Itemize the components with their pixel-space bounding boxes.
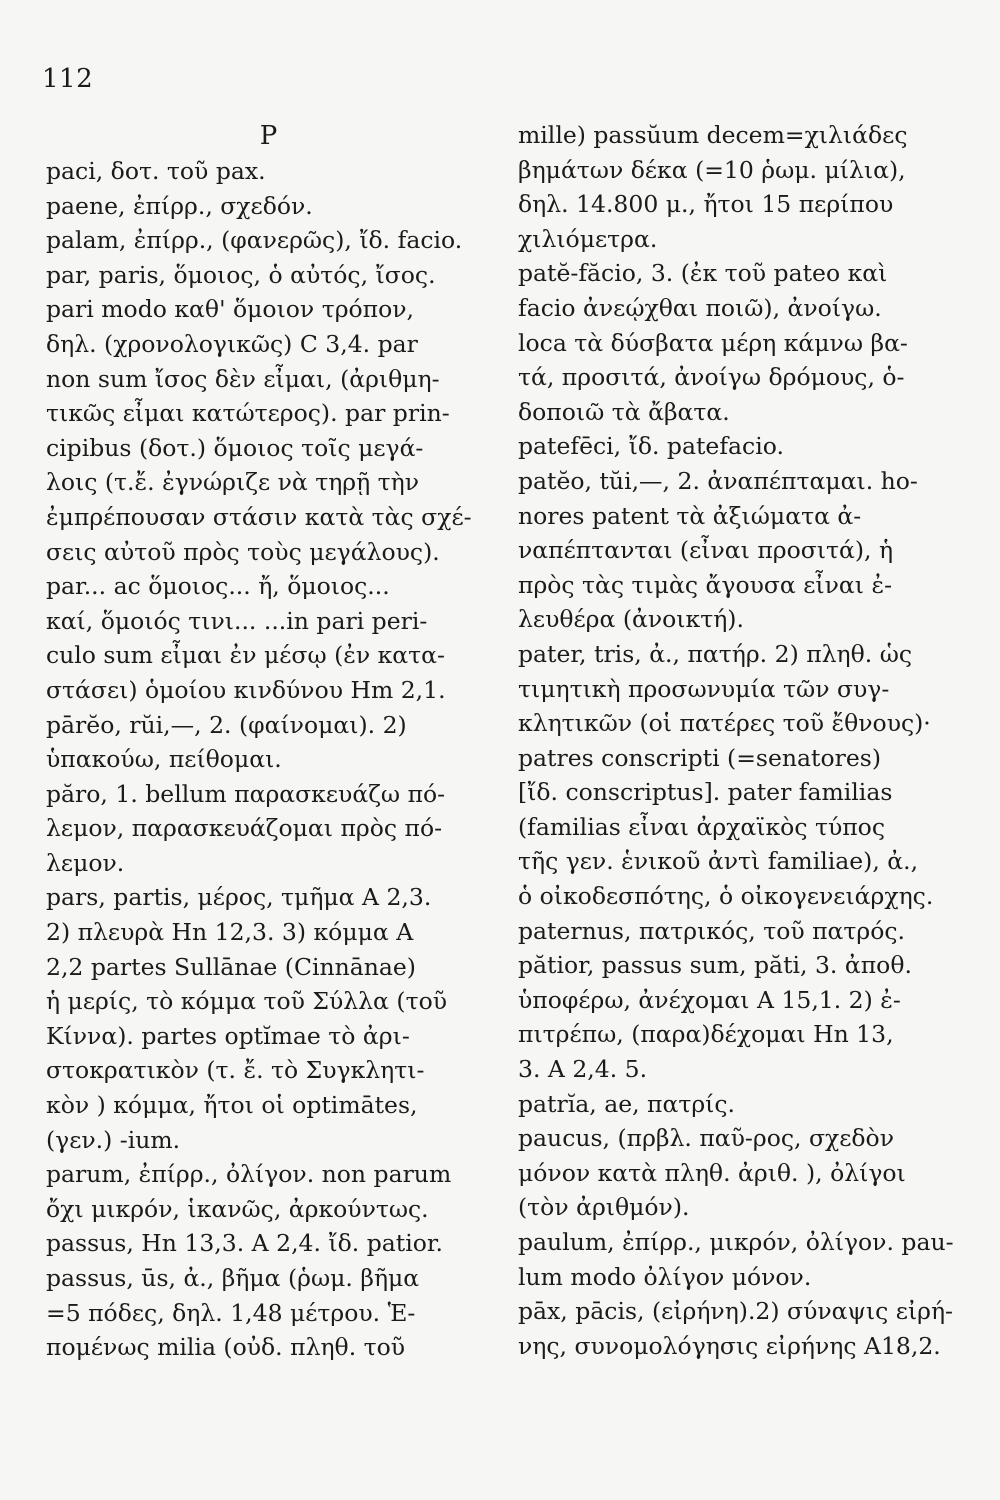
text-line: parum, ἐπίρρ., ὀλίγον. non parum bbox=[46, 1160, 452, 1189]
left-column bbox=[46, 118, 491, 1365]
text-line: patĕo, tŭi,—, 2. ἀναπέπταμαι. ho- bbox=[518, 466, 918, 495]
text-line: pārĕo, rŭi,—, 2. (φαίνομαι). 2) bbox=[46, 710, 407, 739]
text-line: κὸν ) κόμμα, ἤτοι οἱ optimātes, bbox=[46, 1091, 418, 1120]
text-line: patres conscripti (=senatores) bbox=[518, 743, 881, 772]
text-line: paulum, ἐπίρρ., μικρόν, ὀλίγον. pau- bbox=[518, 1228, 954, 1256]
text-line: (familias εἶναι ἀρχαϊκὸς τύπος bbox=[518, 812, 885, 841]
text-line: κλητικῶν (οἱ πατέρες τοῦ ἔθνους)· bbox=[518, 709, 931, 738]
text-line: cipibus (δοτ.) ὅμοιος τοῖς μεγά- bbox=[46, 433, 424, 462]
text-line: patefēci, ἴδ. patefacio. bbox=[518, 432, 784, 461]
text-line: mille) passŭum decem=χιλιάδες bbox=[518, 121, 908, 149]
text-line: facio ἀνεῴχθαι ποιῶ), ἀνοίγω. bbox=[518, 293, 882, 322]
text-line: 3. A 2,4. 5. bbox=[518, 1055, 648, 1084]
text-line: pătior, passus sum, păti, 3. ἀποθ. bbox=[518, 951, 912, 980]
text-line: 2,2 partes Sullānae (Cinnānae) bbox=[46, 952, 416, 981]
text-line: palam, ἐπίρρ., (φανερῶς), ἴδ. facio. bbox=[46, 226, 463, 255]
letter-heading: P bbox=[259, 121, 278, 151]
text-line: pars, partis, μέρος, τμῆμα A 2,3. bbox=[46, 883, 432, 912]
text-line: patrĭa, ae, πατρίς. bbox=[518, 1089, 736, 1118]
text-line: δηλ. 14.800 μ., ἤτοι 15 περίπου bbox=[518, 190, 894, 219]
text-line: Κίννα). partes optĭmae τὸ ἀρι- bbox=[46, 1021, 410, 1050]
text-line: καί, ὅμοιός τινι... ...in pari peri- bbox=[46, 606, 428, 635]
text-line: τικῶς εἶμαι κατώτερος). par prin- bbox=[46, 399, 450, 428]
text-line: πιτρέπω, (παρα)δέχομαι Hn 13, bbox=[518, 1020, 894, 1049]
text-line: (γεν.) -ium. bbox=[46, 1125, 181, 1154]
text-line: νης, συνομολόγησις εἰρήνης A18,2. bbox=[518, 1331, 941, 1360]
text-line: [ἴδ. conscriptus]. pater familias bbox=[518, 778, 893, 807]
text-line: στάσει) ὁμοίου κινδύνου Hm 2,1. bbox=[46, 675, 446, 704]
page-number: 112 bbox=[42, 64, 94, 94]
text-line: λευθέρα (ἀνοικτή). bbox=[518, 605, 744, 634]
text-line: πρὸς τὰς τιμὰς ἄγουσα εἶναι ἐ- bbox=[518, 570, 893, 599]
text-line: βημάτων δέκα (=10 ῥωμ. μίλια), bbox=[518, 155, 906, 184]
text-line: culo sum εἶμαι ἐν μέσῳ (ἐν κατα- bbox=[46, 641, 445, 670]
text-line: ἡ μερίς, τὸ κόμμα τοῦ Σύλλα (τοῦ bbox=[46, 987, 448, 1016]
text-line: non sum ἴσος δὲν εἶμαι, (ἀριθμη- bbox=[46, 364, 440, 393]
text-line: pāx, pācis, (εἰρήνη).2) σύναψις εἰρή- bbox=[518, 1297, 954, 1326]
text-line: paene, ἐπίρρ., σχεδόν. bbox=[46, 191, 313, 220]
text-line: μόνον κατὰ πληθ. ἀριθ. ), ὀλίγοι bbox=[518, 1158, 906, 1187]
text-line: σεις αὐτοῦ πρὸς τοὺς μεγάλους). bbox=[46, 537, 440, 566]
text-line: δοποιῶ τὰ ἄβατα. bbox=[518, 397, 730, 426]
text-line: par, paris, ὅμοιος, ὁ αὐτός, ἴσος. bbox=[46, 260, 436, 289]
text-line: λεμον. bbox=[46, 848, 125, 877]
text-line: 2) πλευρὰ Hn 12,3. 3) κόμμα A bbox=[46, 918, 414, 947]
text-line: par... ac ὅμοιος... ἤ, ὅμοιος... bbox=[46, 572, 390, 601]
text-line: lum modo ὀλίγον μόνον. bbox=[518, 1262, 812, 1291]
text-line: nores patent τὰ ἀξιώματα ἀ- bbox=[518, 501, 862, 530]
text-line: patĕ-făcio, 3. (ἐκ τοῦ pateo καὶ bbox=[518, 259, 888, 288]
text-line: τιμητικὴ προσωνυμία τῶν συγ- bbox=[518, 674, 890, 703]
text-line: paci, δοτ. τοῦ pax. bbox=[46, 157, 266, 185]
text-line: ὁ οἰκοδεσπότης, ὁ οἰκογενειάρχης. bbox=[518, 882, 934, 911]
right-column bbox=[518, 118, 963, 1363]
text-line: τά, προσιτά, ἀνοίγω δρόμους, ὁ- bbox=[518, 363, 905, 392]
text-line: ὄχι μικρόν, ἱκανῶς, ἀρκούντως. bbox=[46, 1194, 429, 1223]
text-line: loca τὰ δύσβατα μέρη κάμνω βα- bbox=[518, 328, 908, 357]
text-line: ναπέπτανται (εἶναι προσιτά), ἡ bbox=[518, 536, 894, 565]
text-line: paternus, πατρικός, τοῦ πατρός. bbox=[518, 916, 906, 945]
text-line: δηλ. (χρονολογικῶς) C 3,4. par bbox=[46, 329, 418, 358]
text-line: pari modo καθ' ὅμοιον τρόπον, bbox=[46, 295, 415, 324]
text-line: λοις (τ.ἔ. ἐγνώριζε νὰ τηρῇ τὴν bbox=[46, 468, 420, 497]
text-line: păro, 1. bellum παρασκευάζω πό- bbox=[46, 779, 446, 808]
text-line: =5 πόδες, δηλ. 1,48 μέτρου. Ἑ- bbox=[46, 1298, 416, 1327]
text-line: ἐμπρέπουσαν στάσιν κατὰ τὰς σχέ- bbox=[46, 502, 472, 531]
text-line: ὑπακούω, πείθομαι. bbox=[46, 745, 282, 774]
text-line: (τὸν ἀριθμόν). bbox=[518, 1193, 690, 1222]
text-line: χιλιόμετρα. bbox=[518, 224, 658, 253]
text-line: τῆς γεν. ἑνικοῦ ἀντὶ familiae), ἀ., bbox=[518, 847, 919, 876]
text-line: στοκρατικὸν (τ. ἔ. τὸ Συγκλητι- bbox=[46, 1056, 425, 1085]
text-line: pater, tris, ἀ., πατήρ. 2) πληθ. ὡς bbox=[518, 639, 913, 668]
text-line: πομένως milia (οὐδ. πληθ. τοῦ bbox=[46, 1333, 406, 1362]
text-line: passus, ūs, ἀ., βῆμα (ῥωμ. βῆμα bbox=[46, 1264, 420, 1292]
text-line: ὑποφέρω, ἀνέχομαι A 15,1. 2) ἐ- bbox=[518, 985, 901, 1014]
text-line: λεμον, παρασκευάζομαι πρὸς πό- bbox=[46, 814, 443, 843]
text-line: paucus, (πρβλ. παῦ-ρος, σχεδὸν bbox=[518, 1124, 894, 1153]
text-line: passus, Hn 13,3. A 2,4. ἴδ. patior. bbox=[46, 1229, 444, 1258]
